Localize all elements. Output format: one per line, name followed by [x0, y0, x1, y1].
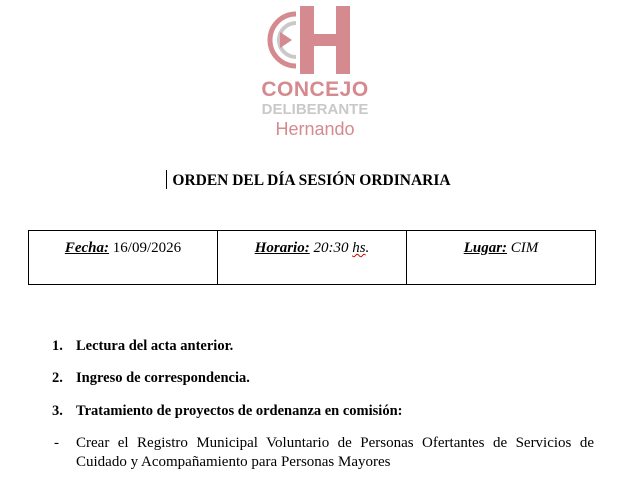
horario-label: Horario: — [254, 240, 310, 256]
fecha-label: Fecha: — [64, 240, 110, 256]
agenda-item-number: 1. — [52, 338, 63, 354]
agenda-item — [52, 403, 402, 420]
lugar-value: CIM — [507, 240, 539, 256]
logo-text-deliberante: DELIBERANTE — [261, 101, 369, 118]
subitem-text: Crear el Registro Municipal Voluntario de Personas Ofertantes de Servicios de Cuidado y Acompañamiento para Personas Mayores — [76, 435, 594, 470]
fecha-cell — [29, 231, 218, 285]
agenda-item — [52, 338, 233, 355]
horario-unit: hs — [352, 240, 366, 256]
agenda-item-text: Ingreso de correspondencia. — [76, 370, 250, 386]
horario-end: . — [365, 240, 370, 256]
agenda-item-text: Tratamiento de proyectos de ordenanza en comisión: — [76, 403, 403, 419]
logo-text-hernando: Hernando — [275, 119, 355, 139]
agenda-item — [52, 370, 250, 387]
session-info-table — [28, 230, 596, 285]
horario-value: 20:30 — [309, 240, 353, 256]
logo-text-concejo: CONCEJO — [261, 78, 369, 101]
horario-cell — [218, 231, 407, 285]
lugar-label: Lugar: — [463, 240, 508, 256]
fecha-value: 16/09/2026 — [109, 240, 182, 256]
document-title: ORDEN DEL DÍA SESIÓN ORDINARIA — [172, 172, 451, 189]
agenda-subitem — [54, 434, 594, 472]
subitem-dash: - — [54, 435, 59, 451]
lugar-cell — [407, 231, 596, 285]
h-emblem-icon — [256, 4, 374, 76]
agenda-item-text: Lectura del acta anterior. — [76, 338, 234, 354]
agenda-item-number: 2. — [52, 370, 63, 386]
concejo-logo — [250, 4, 380, 138]
agenda-item-number: 3. — [52, 403, 63, 419]
